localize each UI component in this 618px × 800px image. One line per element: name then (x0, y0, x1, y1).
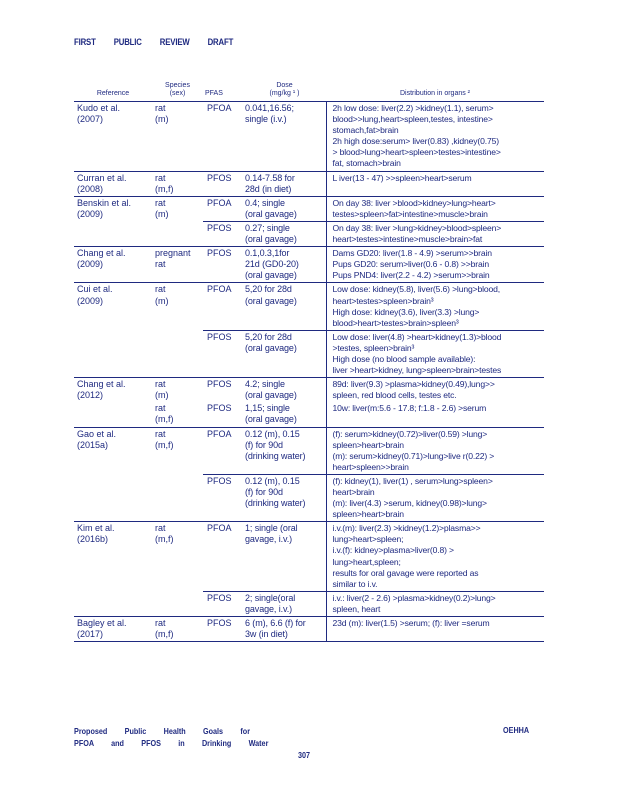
table-row (74, 283, 544, 330)
table-row (74, 330, 544, 377)
distribution-cell: Dams GD20: liver(1.8 - 4.9) >serum>>brain Pups GD20: serum>liver(0.6 - 0.8) >>brain Pups PND4: liver(2.2 - 4.2) >serum>>brain (326, 247, 544, 283)
table-row (74, 247, 544, 283)
dose-cell: 1,15; single (oral gavage) (245, 403, 297, 425)
header-word-first: FIRST (74, 37, 96, 48)
species-cell (152, 221, 203, 246)
reference-cell (74, 402, 152, 427)
species-cell: rat (m) (152, 102, 203, 172)
table-row (74, 474, 544, 521)
dose-cell: 0.12 (m), 0.15 (f) for 90d (drinking water) (243, 474, 326, 521)
distribution-cell: 2h low dose: liver(2.2) >kidney(1.1), serum> blood>>lung,heart>spleen,testes, intestine> stomach,fat>brain 2h high dose:serum> liver(0.83) ,kidney(0.75) > blood>lung>heart>spleen>testes>intestine> fat, stomach>brain (326, 102, 544, 172)
distribution-cell: i.v.: liver(2 - 2.6) >plasma>kidney(0.2)>lung> spleen, heart (326, 591, 544, 616)
pfas-cell: PFOS (203, 617, 243, 642)
reference-cell: Bagley et al. (2017) (74, 617, 152, 642)
dose-cell: 5,20 for 28d (oral gavage) (243, 330, 326, 377)
pfas-cell: PFOS (203, 171, 243, 196)
reference-cell: Kudo et al. (2007) (74, 102, 152, 172)
pfas-cell: PFOA (203, 427, 243, 474)
page-number: 307 (298, 750, 311, 760)
species-cell (152, 591, 203, 616)
pfas-cell: PFOS (203, 378, 243, 403)
table-row (74, 171, 544, 196)
table-row (74, 221, 544, 246)
table-row (74, 522, 544, 592)
species-cell: rat (m) (152, 283, 203, 330)
table-row (74, 102, 544, 172)
pfas-cell: PFOS (203, 330, 243, 377)
dose-cell: 4.2; single (oral gavage) (243, 378, 326, 403)
reference-cell: Benskin et al. (2009) (74, 196, 152, 221)
dose-cell: 0.041,16.56; single (i.v.) (243, 102, 326, 172)
reference-cell (74, 591, 152, 616)
species-cell (152, 330, 203, 377)
distribution-cell: (f): serum>kidney(0.72)>liver(0.59) >lung> spleen>heart>brain (m): serum>kidney(0.71)>lung>live r(0.22) > heart>spleen>>brain (326, 427, 544, 474)
footer-agency: OEHHA (503, 725, 530, 735)
dose-cell: 0.14-7.58 for 28d (in diet) (243, 171, 326, 196)
pfas-cell: PFOS (203, 247, 243, 283)
species-cell: rat (m,f) (155, 403, 174, 425)
reference-cell: Gao et al. (2015a) (74, 427, 152, 474)
reference-cell: Kim et al. (2016b) (74, 522, 152, 592)
species-cell: rat (m) (152, 196, 203, 221)
header-word-draft: DRAFT (207, 37, 234, 48)
dose-cell: 5,20 for 28d (oral gavage) (243, 283, 326, 330)
species-cell: pregnant rat (152, 247, 203, 283)
table-row (74, 427, 544, 474)
reference-cell (74, 330, 152, 377)
distribution-cell: On day 38: liver >lung>kidney>blood>spleen> heart>testes>intestine>muscle>brain>fat (326, 221, 544, 246)
table-row (74, 591, 544, 616)
table-row (74, 196, 544, 221)
reference-cell: Chang et al. (2009) (74, 247, 152, 283)
col-header-species: Species (sex) (152, 75, 203, 102)
species-cell: rat (m,f) (152, 427, 203, 474)
dose-cell: 6 (m), 6.6 (f) for 3w (in diet) (243, 617, 326, 642)
species-cell: rat (m,f) (152, 617, 203, 642)
distribution-table (74, 75, 544, 642)
distribution-cell: (f): kidney(1), liver(1) , serum>lung>spleen> heart>brain (m): liver(4.3) >serum, kidney(0.98)>lung> spleen>heart>brain (326, 474, 544, 521)
table-row (74, 378, 544, 403)
species-cell (152, 474, 203, 521)
col-header-distribution: Distribution in organs ² (326, 75, 544, 102)
header-word-review: REVIEW (159, 37, 190, 48)
distribution-cell: 23d (m): liver(1.5) >serum; (f): liver =serum (326, 617, 544, 642)
dose-cell: 0.27; single (oral gavage) (243, 221, 326, 246)
pfas-cell: PFOS (207, 403, 232, 414)
distribution-cell: 89d: liver(9.3) >plasma>kidney(0.49),lung>> spleen, red blood cells, testes etc. (326, 378, 544, 403)
distribution-cell: On day 38: liver >blood>kidney>lung>heart> testes>spleen>fat>intestine>muscle>brain (326, 196, 544, 221)
reference-cell: Curran et al. (2008) (74, 171, 152, 196)
header-word-public: PUBLIC (113, 37, 142, 48)
footer-title: Proposed Public Health Goals for PFOA and PFOS in Drinking Water (74, 726, 269, 748)
distribution-cell: Low dose: liver(4.8) >heart>kidney(1.3)>blood >testes, spleen>brain³ High dose (no blood sample available): liver >heart>kidney, lung>spleen>brain>testes (326, 330, 544, 377)
col-header-dose: Dose (mg/kg ¹ ) (243, 75, 326, 102)
table-row (74, 402, 544, 427)
species-cell: rat (m,f) (152, 522, 203, 592)
reference-cell: Chang et al. (2012) (74, 378, 152, 403)
distribution-cell: i.v.(m): liver(2.3) >kidney(1.2)>plasma>> lung>heart>spleen; i.v.(f): kidney>plasma>liver(0.8) > lung>heart,spleen; results for oral gavage were reported as similar to i.v. (326, 522, 544, 592)
col-header-reference: Reference (74, 75, 152, 102)
dose-cell: 0.12 (m), 0.15 (f) for 90d (drinking water) (243, 427, 326, 474)
pfas-cell: PFOA (203, 522, 243, 592)
pfas-cell: PFOS (203, 221, 243, 246)
col-header-pfas: PFAS (203, 75, 243, 102)
reference-cell (74, 221, 152, 246)
pfas-cell: PFOS (203, 474, 243, 521)
reference-cell: Cui et al. (2009) (74, 283, 152, 330)
draft-header (74, 37, 251, 48)
pfas-cell: PFOS (203, 591, 243, 616)
table-row (74, 617, 544, 642)
pfas-cell: PFOA (203, 102, 243, 172)
distribution-cell: L iver(13 - 47) >>spleen>heart>serum (326, 171, 544, 196)
dose-cell: 0.4; single (oral gavage) (243, 196, 326, 221)
pfas-cell: PFOA (203, 283, 243, 330)
dose-cell: 0.1,0.3,1for 21d (GD0-20) (oral gavage) (243, 247, 326, 283)
pfas-cell: PFOA (203, 196, 243, 221)
dose-cell: 1; single (oral gavage, i.v.) (243, 522, 326, 592)
species-cell: rat (m) (152, 378, 203, 403)
distribution-cell: Low dose: kidney(5.8), liver(5.6) >lung>blood, heart>testes>spleen>brain³ High dose: kidney(3.6), liver(3.3) >lung> blood>heart>testes>brain>spleen³ (326, 283, 544, 330)
distribution-cell: 10w: liver(m:5.6 - 17.8; f:1.8 - 2.6) >serum (326, 402, 544, 427)
dose-cell: 2; single(oral gavage, i.v.) (243, 591, 326, 616)
species-cell: rat (m,f) (152, 171, 203, 196)
reference-cell (74, 474, 152, 521)
